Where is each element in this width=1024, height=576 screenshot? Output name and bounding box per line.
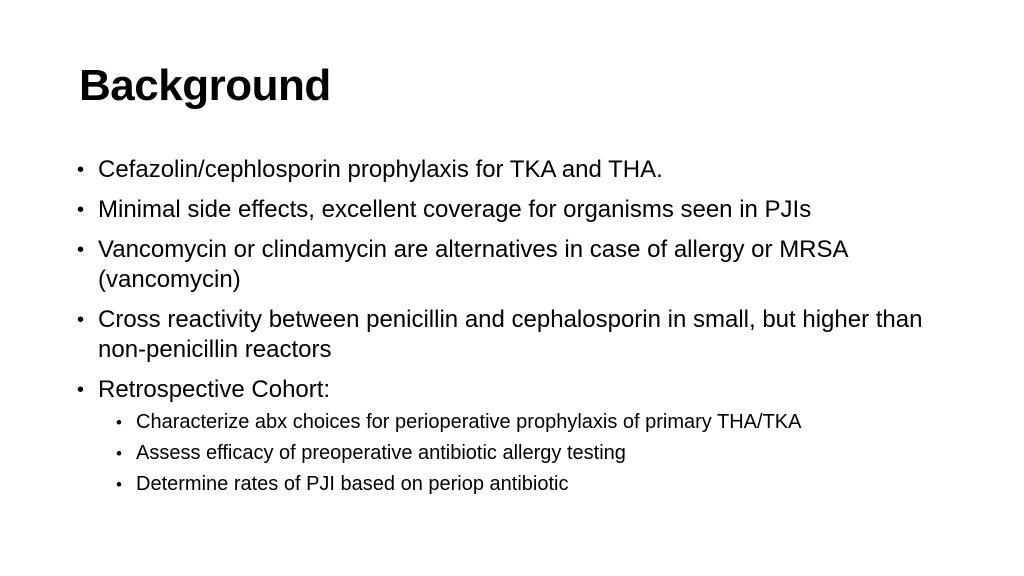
sub-bullet-item xyxy=(116,438,957,469)
bullet-text: Cefazolin/cephlosporin prophylaxis for TKA and THA. xyxy=(98,156,663,183)
bullet-dot-icon: • xyxy=(77,159,85,181)
bullet-dot-icon: • xyxy=(77,239,85,261)
bullet-text: Cross reactivity between penicillin and cephalosporin in small, but higher than non-penicillin reactors xyxy=(98,306,923,363)
bullet-dot-icon: • xyxy=(77,379,85,401)
sub-bullet-item xyxy=(116,407,957,438)
bullet-dot-icon: • xyxy=(116,475,122,494)
bullet-dot-icon: • xyxy=(116,413,122,432)
bullet-dot-icon: • xyxy=(116,444,122,463)
bullet-item xyxy=(77,155,957,185)
bullet-item xyxy=(77,235,957,295)
bullet-item xyxy=(77,375,957,500)
bullet-item xyxy=(77,305,957,365)
slide-title: Background xyxy=(79,61,331,110)
bullet-dot-icon: • xyxy=(77,199,85,221)
bullet-text: Retrospective Cohort: xyxy=(98,376,331,403)
sub-bullet-list xyxy=(116,407,957,500)
bullet-item xyxy=(77,195,957,225)
sub-bullet-text: Determine rates of PJI based on periop antibiotic xyxy=(136,473,569,495)
bullet-text: Minimal side effects, excellent coverage for organisms seen in PJIs xyxy=(98,196,812,223)
bullet-text: Vancomycin or clindamycin are alternatives in case of allergy or MRSA (vancomycin) xyxy=(98,236,848,293)
sub-bullet-item xyxy=(116,469,957,500)
sub-bullet-text: Assess efficacy of preoperative antibiotic allergy testing xyxy=(136,442,626,464)
bullet-dot-icon: • xyxy=(77,309,85,331)
sub-bullet-text: Characterize abx choices for perioperative prophylaxis of primary THA/TKA xyxy=(136,411,802,433)
bullet-list xyxy=(77,155,957,510)
